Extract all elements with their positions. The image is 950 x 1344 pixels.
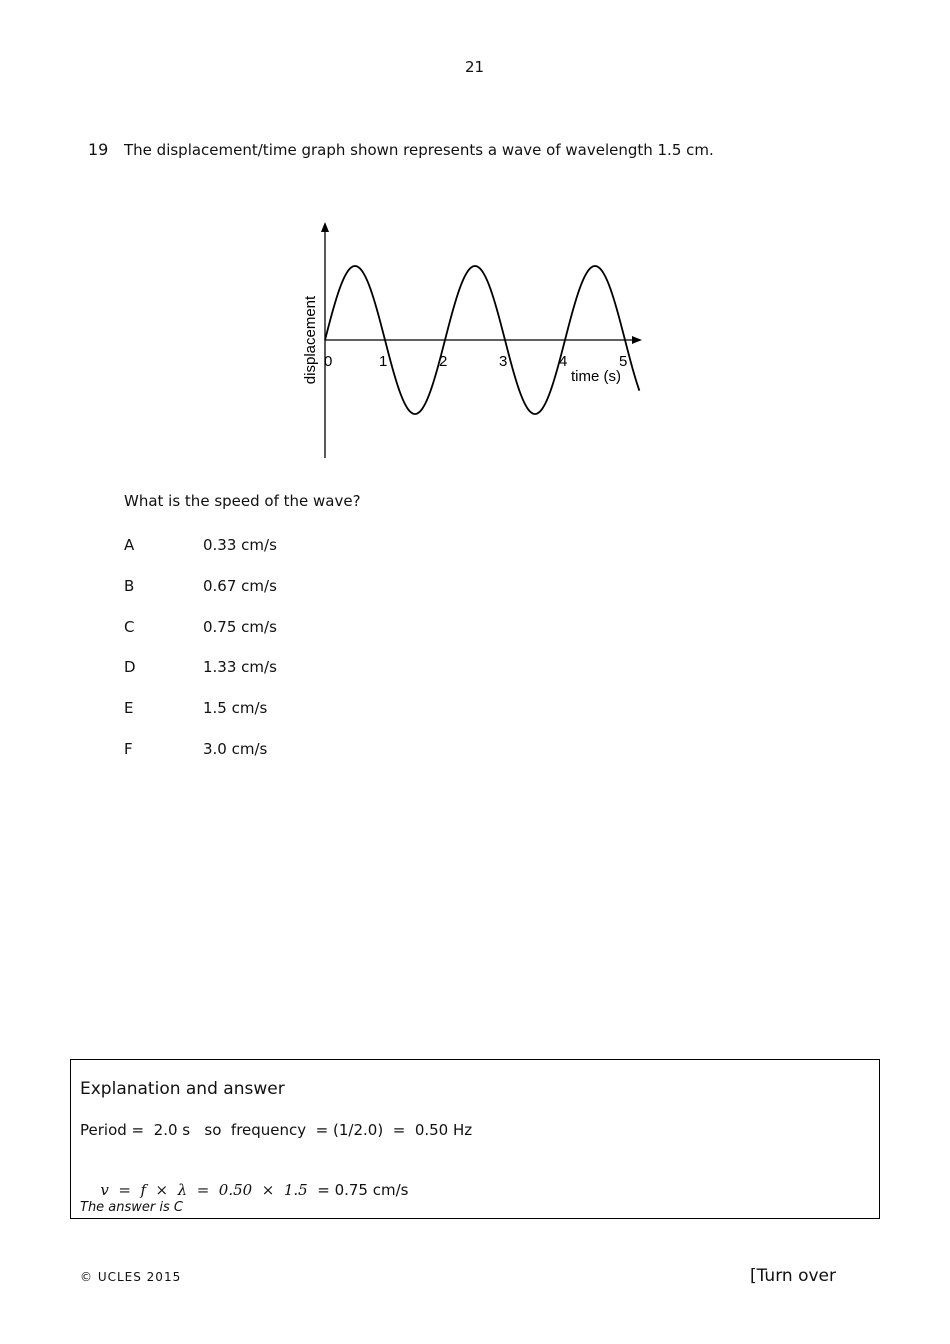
formula-result: = 0.75 cm/s: [307, 1181, 409, 1199]
turn-over: [Turn over: [750, 1266, 836, 1286]
option-a-letter: A: [124, 536, 135, 554]
x-tick-label: 3: [499, 353, 508, 370]
option-f-value: 3.0 cm/s: [203, 740, 268, 758]
x-axis-label: time (s): [571, 368, 621, 385]
option-e-letter: E: [124, 699, 134, 718]
displacement-time-graph: [290, 210, 660, 470]
x-tick-label: 0: [324, 353, 333, 370]
option-a-value: 0.33 cm/s: [203, 536, 277, 554]
y-axis-arrow: [321, 222, 329, 232]
copyright: © UCLES 2015: [80, 1270, 182, 1284]
explanation-line-1: Period = 2.0 s so frequency = (1/2.0) = 0.50 Hz: [80, 1121, 473, 1139]
x-tick-label: 2: [439, 353, 448, 370]
option-b-value: 0.67 cm/s: [203, 576, 277, 595]
explanation-title: Explanation and answer: [80, 1079, 285, 1099]
option-c-letter: C: [124, 617, 135, 636]
answer-statement: The answer is C: [80, 1200, 183, 1215]
y-axis-label: displacement: [302, 295, 319, 385]
option-b-letter: B: [124, 576, 135, 595]
explanation-box: [70, 1059, 880, 1219]
option-d-letter: D: [124, 658, 136, 677]
formula: v = f × λ = 0.50 × 1.5: [100, 1181, 308, 1199]
question-stem: The displacement/time graph shown represents a wave of wavelength 1.5 cm.: [124, 141, 714, 159]
x-tick-label: 4: [559, 353, 568, 370]
option-f-letter: F: [124, 740, 133, 758]
question-prompt: What is the speed of the wave?: [124, 492, 361, 510]
question-number: 19: [88, 140, 109, 159]
x-axis-arrow: [632, 336, 642, 344]
option-e-value: 1.5 cm/s: [203, 699, 268, 718]
option-d-value: 1.33 cm/s: [203, 658, 277, 677]
option-c-value: 0.75 cm/s: [203, 617, 277, 636]
x-tick-label: 5: [619, 353, 628, 370]
page-number: 21: [465, 58, 485, 76]
x-tick-label: 1: [379, 353, 388, 370]
